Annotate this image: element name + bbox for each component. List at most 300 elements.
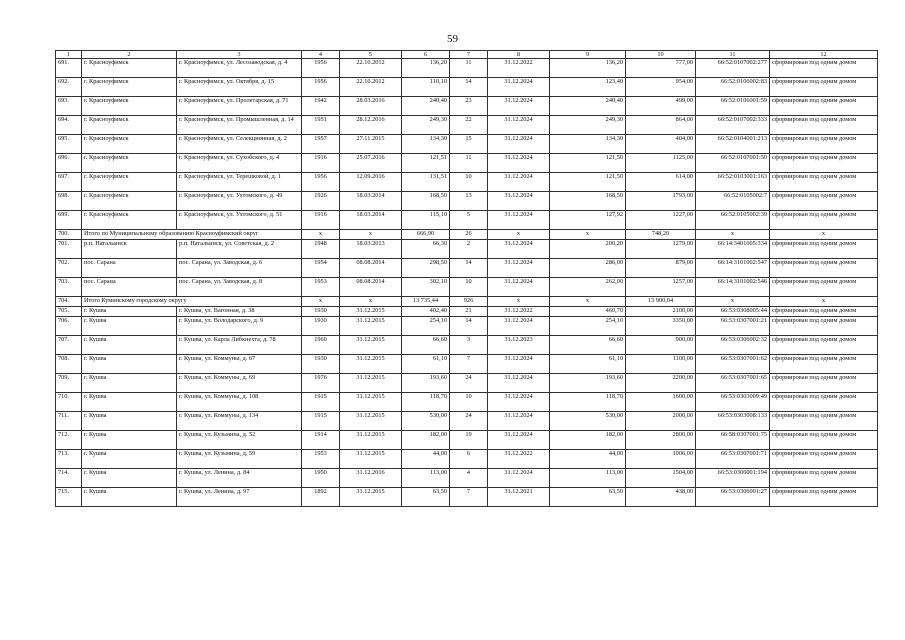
total-cell: x	[302, 230, 340, 240]
land-area: 1600,00	[626, 393, 696, 412]
residents: 6	[450, 450, 488, 469]
land-status: сформирован под одним домом	[770, 173, 878, 192]
land-status: сформирован под одним домом	[770, 431, 878, 450]
address: г. Красноуфимск, ул. Ухтомского, д. 49	[177, 192, 302, 211]
resettled-area: 460,70	[550, 307, 626, 317]
land-area: 1125,00	[626, 154, 696, 173]
build-year: 1951	[302, 116, 340, 135]
build-year: 1954	[302, 259, 340, 278]
cadastral-number: 66:52:0106001:59	[696, 97, 770, 116]
resettled-area: 136,20	[550, 59, 626, 78]
residents: 22	[450, 116, 488, 135]
column-number: 10	[626, 51, 696, 59]
settlement: г. Красноуфимск	[82, 116, 177, 135]
cadastral-number: 66:52:0105002:39	[696, 211, 770, 230]
column-number: 11	[696, 51, 770, 59]
land-status: сформирован под одним домом	[770, 211, 878, 230]
settlement: г. Кушва	[82, 412, 177, 431]
total-cell: 26	[450, 230, 488, 240]
row-number: 703.	[56, 278, 82, 297]
residents: 19	[450, 431, 488, 450]
table-row	[56, 240, 878, 259]
land-area: 1100,00	[626, 355, 696, 374]
resettled-area: 530,00	[550, 412, 626, 431]
cadastral-number: 66:53:0306001:194	[696, 469, 770, 488]
recognition-date: 12.09.2016	[340, 173, 402, 192]
resettled-area: 286,00	[550, 259, 626, 278]
land-area: 777,00	[626, 59, 696, 78]
row-number: 698.	[56, 192, 82, 211]
table-row	[56, 192, 878, 211]
total-label: Итого Куминскому городскому округу	[82, 297, 302, 307]
settlement: г. Кушва	[82, 317, 177, 336]
settlement: г. Красноуфимск	[82, 78, 177, 97]
residents: 23	[450, 97, 488, 116]
recognition-date: 31.12.2015	[340, 336, 402, 355]
area: 134,30	[402, 135, 450, 154]
recognition-date: 25.07.2016	[340, 154, 402, 173]
land-status: сформирован под одним домом	[770, 355, 878, 374]
resettlement-date: 31.12.2024	[488, 97, 550, 116]
table-row	[56, 78, 878, 97]
table-row	[56, 135, 878, 154]
recognition-date: 28.12.2016	[340, 116, 402, 135]
cadastral-number: 66:52:0107001:50	[696, 154, 770, 173]
table-row	[56, 307, 878, 317]
row-number: 693.	[56, 97, 82, 116]
row-number: 697.	[56, 173, 82, 192]
address: р.п. Натальинск, ул. Советская, д. 2	[177, 240, 302, 259]
residents: 14	[450, 317, 488, 336]
build-year: 1953	[302, 278, 340, 297]
land-status: сформирован под одним домом	[770, 278, 878, 297]
recognition-date: 31.12.2015	[340, 412, 402, 431]
cadastral-number: 66:53:0303008:133	[696, 412, 770, 431]
resettled-area: 240,40	[550, 97, 626, 116]
land-area: 900,00	[626, 336, 696, 355]
page-number: 59	[447, 33, 458, 45]
row-number: 709.	[56, 374, 82, 393]
address: г. Кушва, ул. Карла Либкнехта, д. 78	[177, 336, 302, 355]
residents: 13	[450, 192, 488, 211]
area: 66,30	[402, 240, 450, 259]
address: пос. Сарана, ул. Заводская, д. 6	[177, 259, 302, 278]
recognition-date: 08.08.2014	[340, 278, 402, 297]
total-cell: x	[488, 230, 550, 240]
row-number: 711.	[56, 412, 82, 431]
column-number: 7	[450, 51, 488, 59]
land-area: 879,00	[626, 259, 696, 278]
settlement: г. Кушва	[82, 393, 177, 412]
land-status: сформирован под одним домом	[770, 374, 878, 393]
total-cell: 13 900,04	[626, 297, 696, 307]
cadastral-number: 66:53:0306001:27	[696, 488, 770, 507]
build-year: 1926	[302, 192, 340, 211]
settlement: г. Красноуфимск	[82, 192, 177, 211]
land-area: 2800,00	[626, 431, 696, 450]
build-year: 1956	[302, 59, 340, 78]
resettled-area: 254,10	[550, 317, 626, 336]
recognition-date: 27.11.2015	[340, 135, 402, 154]
land-status: сформирован под одним домом	[770, 59, 878, 78]
resettled-area: 123,40	[550, 78, 626, 97]
land-status: сформирован под одним домом	[770, 412, 878, 431]
row-number: 699.	[56, 211, 82, 230]
resettlement-date: 31.12.2024	[488, 173, 550, 192]
area: 113,00	[402, 469, 450, 488]
total-row	[56, 230, 878, 240]
build-year: 1914	[302, 431, 340, 450]
resettled-area: 127,92	[550, 211, 626, 230]
residents: 7	[450, 488, 488, 507]
housing-registry-table	[55, 50, 878, 507]
address: г. Кушва, ул. Кузьмина, д. 59	[177, 450, 302, 469]
area: 254,10	[402, 317, 450, 336]
build-year: 1950	[302, 469, 340, 488]
total-cell: 666,90	[402, 230, 450, 240]
land-area: 864,00	[626, 116, 696, 135]
table-row	[56, 154, 878, 173]
recognition-date: 31.12.2015	[340, 393, 402, 412]
recognition-date: 08.08.2014	[340, 259, 402, 278]
settlement: г. Кушва	[82, 355, 177, 374]
cadastral-number: 66:53:0307001:71	[696, 450, 770, 469]
cadastral-number: 66:52:0105002:7	[696, 192, 770, 211]
resettlement-date: 31.12.2024	[488, 211, 550, 230]
resettlement-date: 31.12.2022	[488, 59, 550, 78]
address: г. Кушва, ул. Коммуны, д. 134	[177, 412, 302, 431]
table-row	[56, 336, 878, 355]
column-number: 12	[770, 51, 878, 59]
recognition-date: 22.10.2012	[340, 78, 402, 97]
area: 115,10	[402, 211, 450, 230]
row-number: 696.	[56, 154, 82, 173]
row-number: 694.	[56, 116, 82, 135]
address: г. Красноуфимск, ул. Лесозаводская, д. 4	[177, 59, 302, 78]
table-row	[56, 412, 878, 431]
build-year: 1953	[302, 450, 340, 469]
address: г. Кушва, ул. Коммуны, д. 108	[177, 393, 302, 412]
row-number: 713.	[56, 450, 82, 469]
resettled-area: 168,50	[550, 192, 626, 211]
recognition-date: 31.12.2016	[340, 469, 402, 488]
table-row	[56, 431, 878, 450]
total-cell: x	[340, 230, 402, 240]
column-number: 5	[340, 51, 402, 59]
residents: 10	[450, 393, 488, 412]
cadastral-number: 66:53:0307001:65	[696, 374, 770, 393]
area: 136,20	[402, 59, 450, 78]
residents: 11	[450, 154, 488, 173]
resettlement-date: 31.12.2024	[488, 192, 550, 211]
land-status: сформирован под одним домом	[770, 192, 878, 211]
table-row	[56, 259, 878, 278]
row-number: 714.	[56, 469, 82, 488]
land-status: сформирован под одним домом	[770, 488, 878, 507]
column-number: 4	[302, 51, 340, 59]
column-number: 3	[177, 51, 302, 59]
area: 298,50	[402, 259, 450, 278]
address: г. Красноуфимск, ул. Октября, д. 15	[177, 78, 302, 97]
resettled-area: 63,50	[550, 488, 626, 507]
recognition-date: 31.12.2015	[340, 488, 402, 507]
total-cell: x	[488, 297, 550, 307]
resettled-area: 200,20	[550, 240, 626, 259]
settlement: р.п. Натальинск	[82, 240, 177, 259]
land-area: 2100,00	[626, 307, 696, 317]
recognition-date: 31.12.2015	[340, 431, 402, 450]
build-year: 1956	[302, 78, 340, 97]
column-number: 2	[82, 51, 177, 59]
resettled-area: 66,60	[550, 336, 626, 355]
total-label: Итого по Муниципальному образованию Красноуфимский округ	[82, 230, 302, 240]
table-row	[56, 469, 878, 488]
recognition-date: 31.12.2015	[340, 307, 402, 317]
total-cell: x	[696, 230, 770, 240]
resettlement-date: 31.12.2023	[488, 336, 550, 355]
residents: 3	[450, 336, 488, 355]
land-area: 954,00	[626, 78, 696, 97]
recognition-date: 18.03.2014	[340, 211, 402, 230]
resettled-area: 182,00	[550, 431, 626, 450]
total-cell: 926	[450, 297, 488, 307]
total-cell: 748,20	[626, 230, 696, 240]
address: г. Кушва, ул. Ленина, д. 97	[177, 488, 302, 507]
residents: 5	[450, 211, 488, 230]
table-row	[56, 278, 878, 297]
resettlement-date: 31.12.2024	[488, 135, 550, 154]
recognition-date: 22.10.2012	[340, 59, 402, 78]
settlement: пос. Сарана	[82, 278, 177, 297]
column-number: 8	[488, 51, 550, 59]
table-row	[56, 97, 878, 116]
area: 402,40	[402, 307, 450, 317]
resettlement-date: 31.12.2024	[488, 374, 550, 393]
land-status: сформирован под одним домом	[770, 469, 878, 488]
land-status: сформирован под одним домом	[770, 116, 878, 135]
settlement: г. Красноуфимск	[82, 135, 177, 154]
cadastral-number: 66:53:0306002:32	[696, 336, 770, 355]
address: г. Красноуфимск, ул. Селекционная, д. 2	[177, 135, 302, 154]
land-status: сформирован под одним домом	[770, 135, 878, 154]
recognition-date: 28.03.2016	[340, 97, 402, 116]
area: 182,00	[402, 431, 450, 450]
cadastral-number: 66:53:0307001:62	[696, 355, 770, 374]
area: 249,30	[402, 116, 450, 135]
land-status: сформирован под одним домом	[770, 97, 878, 116]
land-area: 2000,00	[626, 412, 696, 431]
resettled-area: 44,00	[550, 450, 626, 469]
settlement: г. Красноуфимск	[82, 173, 177, 192]
land-area: 1006,00	[626, 450, 696, 469]
table-row	[56, 450, 878, 469]
area: 530,00	[402, 412, 450, 431]
row-number: 708.	[56, 355, 82, 374]
build-year: 1930	[302, 317, 340, 336]
land-status: сформирован под одним домом	[770, 78, 878, 97]
cadastral-number: 66:58:0307001:75	[696, 431, 770, 450]
resettlement-date: 31.12.2024	[488, 259, 550, 278]
area: 63,50	[402, 488, 450, 507]
row-number: 704.	[56, 297, 82, 307]
build-year: 1960	[302, 336, 340, 355]
column-number-row	[56, 51, 878, 59]
resettlement-date: 31.12.2021	[488, 488, 550, 507]
recognition-date: 18.03.2013	[340, 240, 402, 259]
settlement: г. Кушва	[82, 469, 177, 488]
resettlement-date: 31.12.2024	[488, 412, 550, 431]
resettled-area: 61,10	[550, 355, 626, 374]
resettled-area: 113,00	[550, 469, 626, 488]
resettled-area: 249,30	[550, 116, 626, 135]
resettlement-date: 31.12.2024	[488, 240, 550, 259]
settlement: г. Красноуфимск	[82, 154, 177, 173]
area: 44,00	[402, 450, 450, 469]
total-cell: x	[770, 297, 878, 307]
resettled-area: 262,00	[550, 278, 626, 297]
cadastral-number: 66:53:0303009:49	[696, 393, 770, 412]
row-number: 701.	[56, 240, 82, 259]
recognition-date: 31.12.2015	[340, 450, 402, 469]
residents: 10	[450, 173, 488, 192]
residents: 21	[450, 307, 488, 317]
cadastral-number: 66:53:0307001:21	[696, 317, 770, 336]
land-area: 1793,00	[626, 192, 696, 211]
settlement: г. Кушва	[82, 450, 177, 469]
address: г. Кушва, ул. Вагонная, д. 38	[177, 307, 302, 317]
land-area: 1279,00	[626, 240, 696, 259]
table-row	[56, 488, 878, 507]
address: г. Кушва, ул. Коммуны, д. 67	[177, 355, 302, 374]
resettlement-date: 31.12.2022	[488, 450, 550, 469]
column-number: 9	[550, 51, 626, 59]
residents: 24	[450, 374, 488, 393]
table-row	[56, 116, 878, 135]
area: 110,10	[402, 78, 450, 97]
address: г. Кушва, ул. Володарского, д. 9	[177, 317, 302, 336]
land-area: 3350,00	[626, 317, 696, 336]
area: 118,70	[402, 393, 450, 412]
total-cell: x	[302, 297, 340, 307]
build-year: 1930	[302, 355, 340, 374]
recognition-date: 31.12.2015	[340, 374, 402, 393]
residents: 14	[450, 78, 488, 97]
row-number: 700.	[56, 230, 82, 240]
row-number: 705.	[56, 307, 82, 317]
resettled-area: 193,60	[550, 374, 626, 393]
residents: 2	[450, 240, 488, 259]
settlement: пос. Сарана	[82, 259, 177, 278]
land-area: 438,00	[626, 488, 696, 507]
land-status: сформирован под одним домом	[770, 317, 878, 336]
column-number: 1	[56, 51, 82, 59]
settlement: г. Кушва	[82, 336, 177, 355]
residents: 14	[450, 259, 488, 278]
build-year: 1916	[302, 154, 340, 173]
row-number: 715.	[56, 488, 82, 507]
total-cell: x	[696, 297, 770, 307]
row-number: 695.	[56, 135, 82, 154]
recognition-date: 18.03.2014	[340, 192, 402, 211]
build-year: 1916	[302, 211, 340, 230]
row-number: 706.	[56, 317, 82, 336]
settlement: г. Кушва	[82, 488, 177, 507]
cadastral-number: 66:52:0106002:83	[696, 78, 770, 97]
table-row	[56, 59, 878, 78]
area: 302,10	[402, 278, 450, 297]
resettlement-date: 31.12.2024	[488, 278, 550, 297]
land-area: 1227,00	[626, 211, 696, 230]
table-row	[56, 355, 878, 374]
column-number: 6	[402, 51, 450, 59]
table-row	[56, 211, 878, 230]
residents: 7	[450, 355, 488, 374]
residents: 11	[450, 59, 488, 78]
build-year: 1915	[302, 412, 340, 431]
cadastral-number: 66:52:0104001:213	[696, 135, 770, 154]
land-status: сформирован под одним домом	[770, 240, 878, 259]
resettlement-date: 31.12.2024	[488, 317, 550, 336]
address: г. Красноуфимск, ул. Пролетарская, д. 71	[177, 97, 302, 116]
residents: 4	[450, 469, 488, 488]
residents: 10	[450, 278, 488, 297]
land-area: 614,00	[626, 173, 696, 192]
address: г. Кушва, ул. Кузьмина, д. 52	[177, 431, 302, 450]
cadastral-number: 66:52:0103001:163	[696, 173, 770, 192]
settlement: г. Красноуфимск	[82, 59, 177, 78]
resettled-area: 121,50	[550, 154, 626, 173]
settlement: г. Красноуфимск	[82, 211, 177, 230]
build-year: 1942	[302, 97, 340, 116]
land-status: сформирован под одним домом	[770, 450, 878, 469]
land-area: 1504,00	[626, 469, 696, 488]
residents: 24	[450, 412, 488, 431]
total-cell: x	[550, 230, 626, 240]
resettlement-date: 31.12.2024	[488, 78, 550, 97]
land-status: сформирован под одним домом	[770, 154, 878, 173]
cadastral-number: 66:53:0308005:44	[696, 307, 770, 317]
total-row	[56, 297, 878, 307]
resettlement-date: 31.12.2024	[488, 355, 550, 374]
resettlement-date: 31.12.2024	[488, 469, 550, 488]
address: г. Кушва, ул. Коммуны, д. 69	[177, 374, 302, 393]
land-area: 1257,00	[626, 278, 696, 297]
resettlement-date: 31.12.2024	[488, 116, 550, 135]
address: г. Красноуфимск, ул. Промышленная, д. 14	[177, 116, 302, 135]
table-row	[56, 173, 878, 192]
resettled-area: 134,30	[550, 135, 626, 154]
settlement: г. Красноуфимск	[82, 97, 177, 116]
resettlement-date: 31.12.2024	[488, 393, 550, 412]
land-area: 499,00	[626, 97, 696, 116]
resettlement-date: 31.12.2024	[488, 431, 550, 450]
address: г. Красноуфимск, ул. Терешковой, д. 1	[177, 173, 302, 192]
address: г. Красноуфимск, ул. Ухтомского, д. 51	[177, 211, 302, 230]
area: 193,60	[402, 374, 450, 393]
cadastral-number: 66:14:3401005:334	[696, 240, 770, 259]
land-area: 404,00	[626, 135, 696, 154]
settlement: г. Кушва	[82, 431, 177, 450]
total-cell: 13 735,44	[402, 297, 450, 307]
resettled-area: 118,70	[550, 393, 626, 412]
row-number: 707.	[56, 336, 82, 355]
table-row	[56, 317, 878, 336]
address: г. Красноуфимск, ул. Сухобского, д. 4	[177, 154, 302, 173]
area: 240,40	[402, 97, 450, 116]
build-year: 1930	[302, 307, 340, 317]
build-year: 1892	[302, 488, 340, 507]
settlement: г. Кушва	[82, 307, 177, 317]
